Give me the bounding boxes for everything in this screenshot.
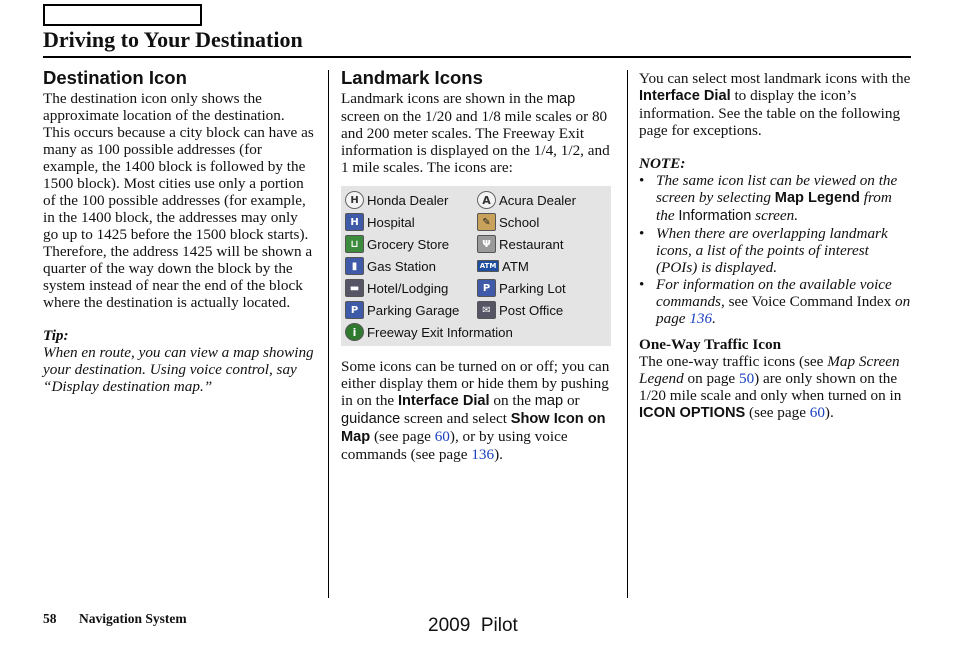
- icon-row: [345, 255, 609, 277]
- icon-entry-honda: H Honda Dealer: [345, 191, 477, 209]
- parking-lot-icon: P: [477, 279, 496, 297]
- icon-entry-acura: A Acura Dealer: [477, 191, 609, 209]
- title-divider: [43, 56, 911, 58]
- bed-icon: ▬: [345, 279, 364, 297]
- icon-entry-restaurant: Ψ Restaurant: [477, 235, 609, 253]
- section-heading-destination-icon: Destination Icon: [43, 67, 187, 88]
- icon-row: [345, 321, 609, 343]
- icon-row: [345, 233, 609, 255]
- page-link-136[interactable]: 136: [689, 310, 713, 327]
- footer-section-name: Navigation System: [79, 611, 187, 626]
- column-divider-2: [627, 70, 628, 598]
- icon-entry-hospital: H Hospital: [345, 213, 477, 231]
- note-bullet: • The same icon list can be viewed on the screen by selecting Map Legend from the Information screen.: [639, 172, 898, 224]
- icon-entry-parking-garage: P Parking Garage: [345, 301, 477, 319]
- column-landmark-selection: [639, 70, 911, 422]
- parking-garage-icon: P: [345, 301, 364, 319]
- tip-text: When en route, you can view a map showing your destination. Using voice control, say “Display destination map.”: [43, 344, 314, 395]
- info-icon: i: [345, 323, 364, 341]
- page-link-50[interactable]: 50: [738, 370, 755, 387]
- tip-label: Tip:: [43, 327, 69, 344]
- one-way-paragraph: The one-way traffic icons (see Map Screen Legend on page 50) are only shown on the 1/20 mile scale and only when turned on in ICON OPTIONS (see page 60).: [639, 353, 902, 421]
- note-bullet: • When there are overlapping landmark icons, a list of the points of interest (POIs) is displayed.: [639, 225, 888, 276]
- note-bullet: • For information on the available voice commands, see Voice Command Index on page 136.: [639, 276, 911, 327]
- icon-entry-post-office: ✉ Post Office: [477, 301, 609, 319]
- acura-icon: A: [477, 191, 496, 209]
- page-link-60[interactable]: 60: [809, 404, 825, 421]
- section-heading-landmark-icons: Landmark Icons: [341, 67, 483, 88]
- hospital-icon: H: [345, 213, 364, 231]
- footer-model-name: 2009 Pilot: [428, 615, 518, 636]
- landmark-select-paragraph: You can select most landmark icons with the Interface Dial to display the icon’s information. See the table on the following page for exceptions.: [639, 70, 911, 139]
- landmark-intro: Landmark icons are shown in the map screen on the 1/20 and 1/8 mile scales or 80 and 200 meter scales. The Freeway Exit information is displayed on the 1/4, 1/2, and 1 mile scales. The icons are:: [341, 90, 610, 176]
- icon-entry-freeway-exit: i Freeway Exit Information: [345, 323, 609, 341]
- landmark-icon-table: [341, 186, 611, 346]
- honda-icon: H: [345, 191, 364, 209]
- icon-row: [345, 189, 609, 211]
- icon-entry-gas: ▮ Gas Station: [345, 257, 477, 275]
- icon-row: [345, 277, 609, 299]
- page-link-136[interactable]: 136: [471, 446, 495, 463]
- page-number: 58: [43, 611, 57, 626]
- column-destination-icon: [43, 67, 315, 395]
- page-title: Driving to Your Destination: [43, 27, 303, 52]
- column-divider-1: [328, 70, 329, 598]
- icon-entry-school: ✎ School: [477, 213, 609, 231]
- note-label: NOTE:: [639, 155, 686, 172]
- fork-knife-icon: Ψ: [477, 235, 496, 253]
- section-heading-one-way-traffic: One-Way Traffic Icon: [639, 336, 782, 353]
- icon-entry-atm: ATM ATM: [477, 258, 609, 275]
- icon-entry-grocery: ⊔ Grocery Store: [345, 235, 477, 253]
- icon-row: [345, 299, 609, 321]
- icon-toggle-paragraph: Some icons can be turned on or off; you can either display them or hide them by pushing in on the Interface Dial on the map or guidance screen and select Show Icon on Map (see page 60), or by using voice commands (see page 136).: [341, 358, 610, 463]
- header-tab-box: [43, 4, 202, 26]
- icon-row: [345, 211, 609, 233]
- icon-entry-hotel: ▬ Hotel/Lodging: [345, 279, 477, 297]
- icon-entry-parking-lot: P Parking Lot: [477, 279, 609, 297]
- cart-icon: ⊔: [345, 235, 364, 253]
- column-landmark-icons: [341, 67, 613, 463]
- destination-icon-body: The destination icon only shows the approximate location of the destination. This occurs because a city block can have as many as 100 possible addresses (for example, the 1400 block is followed by the 1500 block). Most cities use only a portion of the 100 possible addresses (for example, in the 1400 block, the addresses may only go up to 1425 before the 1500 block starts). Therefore, the address 1425 will be shown a quarter of the way down the block by the system instead of near the end of the block where the destination is actually located.: [43, 90, 314, 311]
- atm-icon: ATM: [477, 260, 499, 272]
- mailbox-icon: ✉: [477, 301, 496, 319]
- fuel-pump-icon: ▮: [345, 257, 364, 275]
- school-icon: ✎: [477, 213, 496, 231]
- page-link-60[interactable]: 60: [434, 428, 450, 445]
